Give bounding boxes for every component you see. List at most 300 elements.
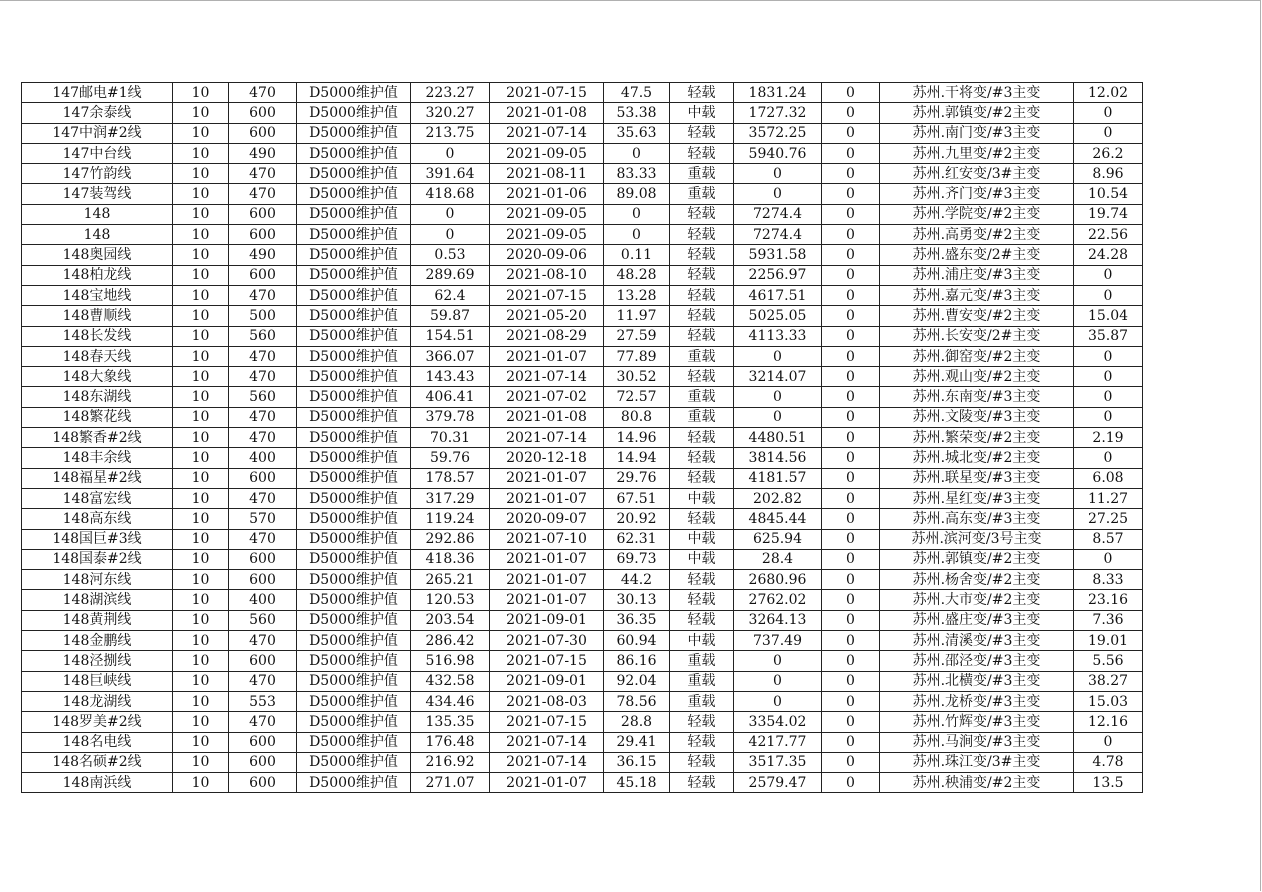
rated-capacity-cell: 400 [229, 590, 297, 610]
line-name-cell: 148东湖线 [22, 387, 173, 407]
transformer-cell: 苏州.联星变/#3主变 [880, 468, 1074, 488]
margin-cell: 5940.76 [734, 143, 822, 163]
date-cell: 2021-01-06 [490, 184, 604, 204]
load-level-cell: 中载 [670, 103, 734, 123]
rated-capacity-cell: 600 [229, 752, 297, 772]
line-name-cell: 148金鹏线 [22, 631, 173, 651]
value-cell: 418.68 [411, 184, 490, 204]
source-cell: D5000维护值 [297, 326, 411, 346]
flag-cell: 0 [822, 732, 880, 752]
ratio-cell: 4.78 [1074, 752, 1143, 772]
load-rate-cell: 0 [604, 225, 670, 245]
voltage-cell: 10 [173, 671, 229, 691]
ratio-cell: 11.27 [1074, 488, 1143, 508]
table-row [22, 691, 1143, 711]
date-cell: 2021-01-07 [490, 549, 604, 569]
date-cell: 2021-08-11 [490, 164, 604, 184]
margin-cell: 4113.33 [734, 326, 822, 346]
table-row [22, 529, 1143, 549]
rated-capacity-cell: 600 [229, 468, 297, 488]
value-cell: 434.46 [411, 691, 490, 711]
line-name-cell: 148大象线 [22, 367, 173, 387]
ratio-cell: 0 [1074, 103, 1143, 123]
load-rate-cell: 30.52 [604, 367, 670, 387]
source-cell: D5000维护值 [297, 752, 411, 772]
voltage-cell: 10 [173, 488, 229, 508]
source-cell: D5000维护值 [297, 671, 411, 691]
line-name-cell: 147余泰线 [22, 103, 173, 123]
date-cell: 2021-01-07 [490, 570, 604, 590]
rated-capacity-cell: 560 [229, 326, 297, 346]
rated-capacity-cell: 600 [229, 123, 297, 143]
ratio-cell: 38.27 [1074, 671, 1143, 691]
margin-cell: 0 [734, 691, 822, 711]
voltage-cell: 10 [173, 204, 229, 224]
source-cell: D5000维护值 [297, 509, 411, 529]
ratio-cell: 2.19 [1074, 428, 1143, 448]
value-cell: 178.57 [411, 468, 490, 488]
date-cell: 2021-01-07 [490, 590, 604, 610]
source-cell: D5000维护值 [297, 143, 411, 163]
rated-capacity-cell: 470 [229, 407, 297, 427]
voltage-cell: 10 [173, 570, 229, 590]
ratio-cell: 8.57 [1074, 529, 1143, 549]
date-cell: 2020-12-18 [490, 448, 604, 468]
line-name-cell: 148巨峡线 [22, 671, 173, 691]
load-rate-cell: 72.57 [604, 387, 670, 407]
source-cell: D5000维护值 [297, 103, 411, 123]
value-cell: 271.07 [411, 773, 490, 793]
transformer-cell: 苏州.秧浦变/#2主变 [880, 773, 1074, 793]
transformer-cell: 苏州.齐门变/#3主变 [880, 184, 1074, 204]
date-cell: 2021-07-10 [490, 529, 604, 549]
ratio-cell: 24.28 [1074, 245, 1143, 265]
value-cell: 289.69 [411, 265, 490, 285]
transformer-cell: 苏州.北横变/#3主变 [880, 671, 1074, 691]
source-cell: D5000维护值 [297, 610, 411, 630]
voltage-cell: 10 [173, 428, 229, 448]
load-rate-cell: 80.8 [604, 407, 670, 427]
margin-cell: 0 [734, 184, 822, 204]
source-cell: D5000维护值 [297, 265, 411, 285]
load-level-cell: 重载 [670, 164, 734, 184]
date-cell: 2021-01-07 [490, 346, 604, 366]
table-row [22, 773, 1143, 793]
value-cell: 154.51 [411, 326, 490, 346]
line-name-cell: 147中台线 [22, 143, 173, 163]
transformer-cell: 苏州.盛庄变/#3主变 [880, 610, 1074, 630]
margin-cell: 28.4 [734, 549, 822, 569]
load-rate-cell: 27.59 [604, 326, 670, 346]
load-rate-cell: 29.41 [604, 732, 670, 752]
date-cell: 2021-07-15 [490, 83, 604, 103]
value-cell: 143.43 [411, 367, 490, 387]
margin-cell: 4845.44 [734, 509, 822, 529]
voltage-cell: 10 [173, 549, 229, 569]
value-cell: 432.58 [411, 671, 490, 691]
transformer-cell: 苏州.杨舍变/#2主变 [880, 570, 1074, 590]
rated-capacity-cell: 600 [229, 103, 297, 123]
transformer-cell: 苏州.长安变/2#主变 [880, 326, 1074, 346]
date-cell: 2021-08-03 [490, 691, 604, 711]
date-cell: 2021-01-07 [490, 773, 604, 793]
table-row [22, 346, 1143, 366]
voltage-cell: 10 [173, 752, 229, 772]
table-row [22, 285, 1143, 305]
table-row [22, 407, 1143, 427]
load-rate-cell: 60.94 [604, 631, 670, 651]
transformer-cell: 苏州.盛东变/2#主变 [880, 245, 1074, 265]
table-row [22, 631, 1143, 651]
source-cell: D5000维护值 [297, 570, 411, 590]
line-name-cell: 148名电线 [22, 732, 173, 752]
margin-cell: 2680.96 [734, 570, 822, 590]
line-name-cell: 148春天线 [22, 346, 173, 366]
transformer-cell: 苏州.御窑变/#2主变 [880, 346, 1074, 366]
transformer-cell: 苏州.竹辉变/#3主变 [880, 712, 1074, 732]
flag-cell: 0 [822, 245, 880, 265]
date-cell: 2021-07-14 [490, 428, 604, 448]
source-cell: D5000维护值 [297, 773, 411, 793]
voltage-cell: 10 [173, 367, 229, 387]
value-cell: 379.78 [411, 407, 490, 427]
load-rate-cell: 53.38 [604, 103, 670, 123]
rated-capacity-cell: 490 [229, 245, 297, 265]
transformer-cell: 苏州.滨河变/3号主变 [880, 529, 1074, 549]
value-cell: 0 [411, 143, 490, 163]
rated-capacity-cell: 600 [229, 265, 297, 285]
date-cell: 2021-09-01 [490, 610, 604, 630]
rated-capacity-cell: 470 [229, 346, 297, 366]
ratio-cell: 15.03 [1074, 691, 1143, 711]
line-name-cell: 148长发线 [22, 326, 173, 346]
transformer-cell: 苏州.繁荣变/#2主变 [880, 428, 1074, 448]
source-cell: D5000维护值 [297, 184, 411, 204]
flag-cell: 0 [822, 428, 880, 448]
margin-cell: 4617.51 [734, 285, 822, 305]
transformer-cell: 苏州.学院变/#2主变 [880, 204, 1074, 224]
load-rate-cell: 86.16 [604, 651, 670, 671]
margin-cell: 4480.51 [734, 428, 822, 448]
source-cell: D5000维护值 [297, 468, 411, 488]
date-cell: 2021-07-02 [490, 387, 604, 407]
margin-cell: 1727.32 [734, 103, 822, 123]
source-cell: D5000维护值 [297, 387, 411, 407]
flag-cell: 0 [822, 285, 880, 305]
load-level-cell: 轻载 [670, 326, 734, 346]
table-row [22, 712, 1143, 732]
value-cell: 406.41 [411, 387, 490, 407]
ratio-cell: 19.74 [1074, 204, 1143, 224]
transformer-cell: 苏州.九里变/#2主变 [880, 143, 1074, 163]
ratio-cell: 0 [1074, 549, 1143, 569]
value-cell: 366.07 [411, 346, 490, 366]
table-row [22, 428, 1143, 448]
margin-cell: 737.49 [734, 631, 822, 651]
transformer-cell: 苏州.高勇变/#2主变 [880, 225, 1074, 245]
table-row [22, 570, 1143, 590]
ratio-cell: 35.87 [1074, 326, 1143, 346]
voltage-cell: 10 [173, 631, 229, 651]
value-cell: 391.64 [411, 164, 490, 184]
load-level-cell: 中载 [670, 488, 734, 508]
load-level-cell: 重载 [670, 651, 734, 671]
rated-capacity-cell: 470 [229, 529, 297, 549]
line-name-cell: 148富宏线 [22, 488, 173, 508]
rated-capacity-cell: 500 [229, 306, 297, 326]
flag-cell: 0 [822, 468, 880, 488]
date-cell: 2021-07-14 [490, 123, 604, 143]
flag-cell: 0 [822, 367, 880, 387]
margin-cell: 0 [734, 407, 822, 427]
table-row [22, 468, 1143, 488]
flag-cell: 0 [822, 143, 880, 163]
rated-capacity-cell: 470 [229, 83, 297, 103]
value-cell: 59.87 [411, 306, 490, 326]
load-rate-cell: 83.33 [604, 164, 670, 184]
line-name-cell: 148湖滨线 [22, 590, 173, 610]
margin-cell: 4217.77 [734, 732, 822, 752]
ratio-cell: 7.36 [1074, 610, 1143, 630]
table-row [22, 651, 1143, 671]
rated-capacity-cell: 470 [229, 631, 297, 651]
line-name-cell: 148宝地线 [22, 285, 173, 305]
ratio-cell: 0 [1074, 407, 1143, 427]
date-cell: 2021-07-30 [490, 631, 604, 651]
line-name-cell: 148河东线 [22, 570, 173, 590]
flag-cell: 0 [822, 570, 880, 590]
rated-capacity-cell: 470 [229, 367, 297, 387]
load-rate-cell: 77.89 [604, 346, 670, 366]
source-cell: D5000维护值 [297, 448, 411, 468]
ratio-cell: 23.16 [1074, 590, 1143, 610]
load-level-cell: 轻载 [670, 123, 734, 143]
rated-capacity-cell: 600 [229, 549, 297, 569]
ratio-cell: 13.5 [1074, 773, 1143, 793]
ratio-cell: 12.02 [1074, 83, 1143, 103]
flag-cell: 0 [822, 83, 880, 103]
ratio-cell: 6.08 [1074, 468, 1143, 488]
value-cell: 62.4 [411, 285, 490, 305]
margin-cell: 0 [734, 387, 822, 407]
ratio-cell: 19.01 [1074, 631, 1143, 651]
load-level-cell: 轻载 [670, 773, 734, 793]
ratio-cell: 0 [1074, 346, 1143, 366]
flag-cell: 0 [822, 671, 880, 691]
value-cell: 286.42 [411, 631, 490, 651]
line-name-cell: 148黄荆线 [22, 610, 173, 630]
load-rate-cell: 36.35 [604, 610, 670, 630]
date-cell: 2021-08-10 [490, 265, 604, 285]
load-rate-cell: 48.28 [604, 265, 670, 285]
value-cell: 119.24 [411, 509, 490, 529]
line-name-cell: 147邮电#1线 [22, 83, 173, 103]
flag-cell: 0 [822, 407, 880, 427]
value-cell: 0 [411, 225, 490, 245]
value-cell: 120.53 [411, 590, 490, 610]
date-cell: 2021-07-14 [490, 367, 604, 387]
margin-cell: 0 [734, 164, 822, 184]
date-cell: 2021-09-01 [490, 671, 604, 691]
ratio-cell: 0 [1074, 265, 1143, 285]
value-cell: 418.36 [411, 549, 490, 569]
voltage-cell: 10 [173, 326, 229, 346]
rated-capacity-cell: 400 [229, 448, 297, 468]
load-level-cell: 轻载 [670, 712, 734, 732]
flag-cell: 0 [822, 204, 880, 224]
load-rate-cell: 14.96 [604, 428, 670, 448]
load-level-cell: 轻载 [670, 509, 734, 529]
flag-cell: 0 [822, 123, 880, 143]
load-rate-cell: 67.51 [604, 488, 670, 508]
flag-cell: 0 [822, 590, 880, 610]
rated-capacity-cell: 600 [229, 732, 297, 752]
flag-cell: 0 [822, 326, 880, 346]
voltage-cell: 10 [173, 143, 229, 163]
transformer-cell: 苏州.郭镇变/#2主变 [880, 103, 1074, 123]
load-rate-cell: 47.5 [604, 83, 670, 103]
source-cell: D5000维护值 [297, 83, 411, 103]
rated-capacity-cell: 600 [229, 773, 297, 793]
voltage-cell: 10 [173, 610, 229, 630]
table-row [22, 671, 1143, 691]
rated-capacity-cell: 560 [229, 610, 297, 630]
rated-capacity-cell: 470 [229, 164, 297, 184]
date-cell: 2021-09-05 [490, 143, 604, 163]
flag-cell: 0 [822, 549, 880, 569]
voltage-cell: 10 [173, 387, 229, 407]
transformer-cell: 苏州.清溪变/#3主变 [880, 631, 1074, 651]
load-rate-cell: 92.04 [604, 671, 670, 691]
margin-cell: 3354.02 [734, 712, 822, 732]
date-cell: 2021-08-29 [490, 326, 604, 346]
source-cell: D5000维护值 [297, 691, 411, 711]
date-cell: 2021-07-15 [490, 651, 604, 671]
value-cell: 0 [411, 204, 490, 224]
load-rate-cell: 44.2 [604, 570, 670, 590]
date-cell: 2021-09-05 [490, 204, 604, 224]
value-cell: 516.98 [411, 651, 490, 671]
value-cell: 265.21 [411, 570, 490, 590]
voltage-cell: 10 [173, 590, 229, 610]
date-cell: 2020-09-07 [490, 509, 604, 529]
voltage-cell: 10 [173, 306, 229, 326]
table-row [22, 387, 1143, 407]
table-body [22, 83, 1143, 793]
load-level-cell: 重载 [670, 387, 734, 407]
line-name-cell: 148国泰#2线 [22, 549, 173, 569]
source-cell: D5000维护值 [297, 245, 411, 265]
source-cell: D5000维护值 [297, 306, 411, 326]
date-cell: 2021-01-07 [490, 488, 604, 508]
margin-cell: 4181.57 [734, 468, 822, 488]
load-level-cell: 轻载 [670, 732, 734, 752]
load-level-cell: 轻载 [670, 570, 734, 590]
flag-cell: 0 [822, 346, 880, 366]
load-level-cell: 中载 [670, 631, 734, 651]
table-row [22, 509, 1143, 529]
load-level-cell: 轻载 [670, 225, 734, 245]
margin-cell: 2256.97 [734, 265, 822, 285]
ratio-cell: 8.33 [1074, 570, 1143, 590]
margin-cell: 3572.25 [734, 123, 822, 143]
value-cell: 320.27 [411, 103, 490, 123]
voltage-cell: 10 [173, 83, 229, 103]
rated-capacity-cell: 570 [229, 509, 297, 529]
ratio-cell: 0 [1074, 367, 1143, 387]
margin-cell: 625.94 [734, 529, 822, 549]
ratio-cell: 15.04 [1074, 306, 1143, 326]
load-level-cell: 中载 [670, 549, 734, 569]
rated-capacity-cell: 470 [229, 285, 297, 305]
ratio-cell: 8.96 [1074, 164, 1143, 184]
line-name-cell: 148南浜线 [22, 773, 173, 793]
voltage-cell: 10 [173, 712, 229, 732]
ratio-cell: 27.25 [1074, 509, 1143, 529]
margin-cell: 7274.4 [734, 225, 822, 245]
source-cell: D5000维护值 [297, 488, 411, 508]
rated-capacity-cell: 490 [229, 143, 297, 163]
line-name-cell: 148曹顺线 [22, 306, 173, 326]
transformer-cell: 苏州.红安变/3#主变 [880, 164, 1074, 184]
table-row [22, 103, 1143, 123]
flag-cell: 0 [822, 691, 880, 711]
transformer-cell: 苏州.文陵变/#3主变 [880, 407, 1074, 427]
flag-cell: 0 [822, 631, 880, 651]
flag-cell: 0 [822, 509, 880, 529]
table-row [22, 83, 1143, 103]
voltage-cell: 10 [173, 651, 229, 671]
load-rate-cell: 0 [604, 143, 670, 163]
flag-cell: 0 [822, 265, 880, 285]
date-cell: 2020-09-06 [490, 245, 604, 265]
table-row [22, 306, 1143, 326]
load-level-cell: 中载 [670, 529, 734, 549]
table-row [22, 752, 1143, 772]
voltage-cell: 10 [173, 529, 229, 549]
line-name-cell: 148柏龙线 [22, 265, 173, 285]
load-level-cell: 轻载 [670, 143, 734, 163]
line-name-cell: 147竹韵线 [22, 164, 173, 184]
margin-cell: 7274.4 [734, 204, 822, 224]
value-cell: 292.86 [411, 529, 490, 549]
source-cell: D5000维护值 [297, 549, 411, 569]
table-row [22, 448, 1143, 468]
source-cell: D5000维护值 [297, 346, 411, 366]
rated-capacity-cell: 470 [229, 488, 297, 508]
load-level-cell: 轻载 [670, 468, 734, 488]
load-rate-cell: 78.56 [604, 691, 670, 711]
transformer-cell: 苏州.曹安变/#2主变 [880, 306, 1074, 326]
source-cell: D5000维护值 [297, 651, 411, 671]
table-row [22, 488, 1143, 508]
line-name-cell: 148名硕#2线 [22, 752, 173, 772]
load-level-cell: 轻载 [670, 245, 734, 265]
table-row [22, 732, 1143, 752]
load-level-cell: 重载 [670, 671, 734, 691]
load-level-cell: 轻载 [670, 367, 734, 387]
date-cell: 2021-01-08 [490, 407, 604, 427]
ratio-cell: 10.54 [1074, 184, 1143, 204]
transformer-cell: 苏州.嘉元变/#3主变 [880, 285, 1074, 305]
margin-cell: 5025.05 [734, 306, 822, 326]
transformer-cell: 苏州.观山变/#2主变 [880, 367, 1074, 387]
line-name-cell: 148繁香#2线 [22, 428, 173, 448]
source-cell: D5000维护值 [297, 428, 411, 448]
flag-cell: 0 [822, 387, 880, 407]
load-rate-cell: 89.08 [604, 184, 670, 204]
source-cell: D5000维护值 [297, 732, 411, 752]
